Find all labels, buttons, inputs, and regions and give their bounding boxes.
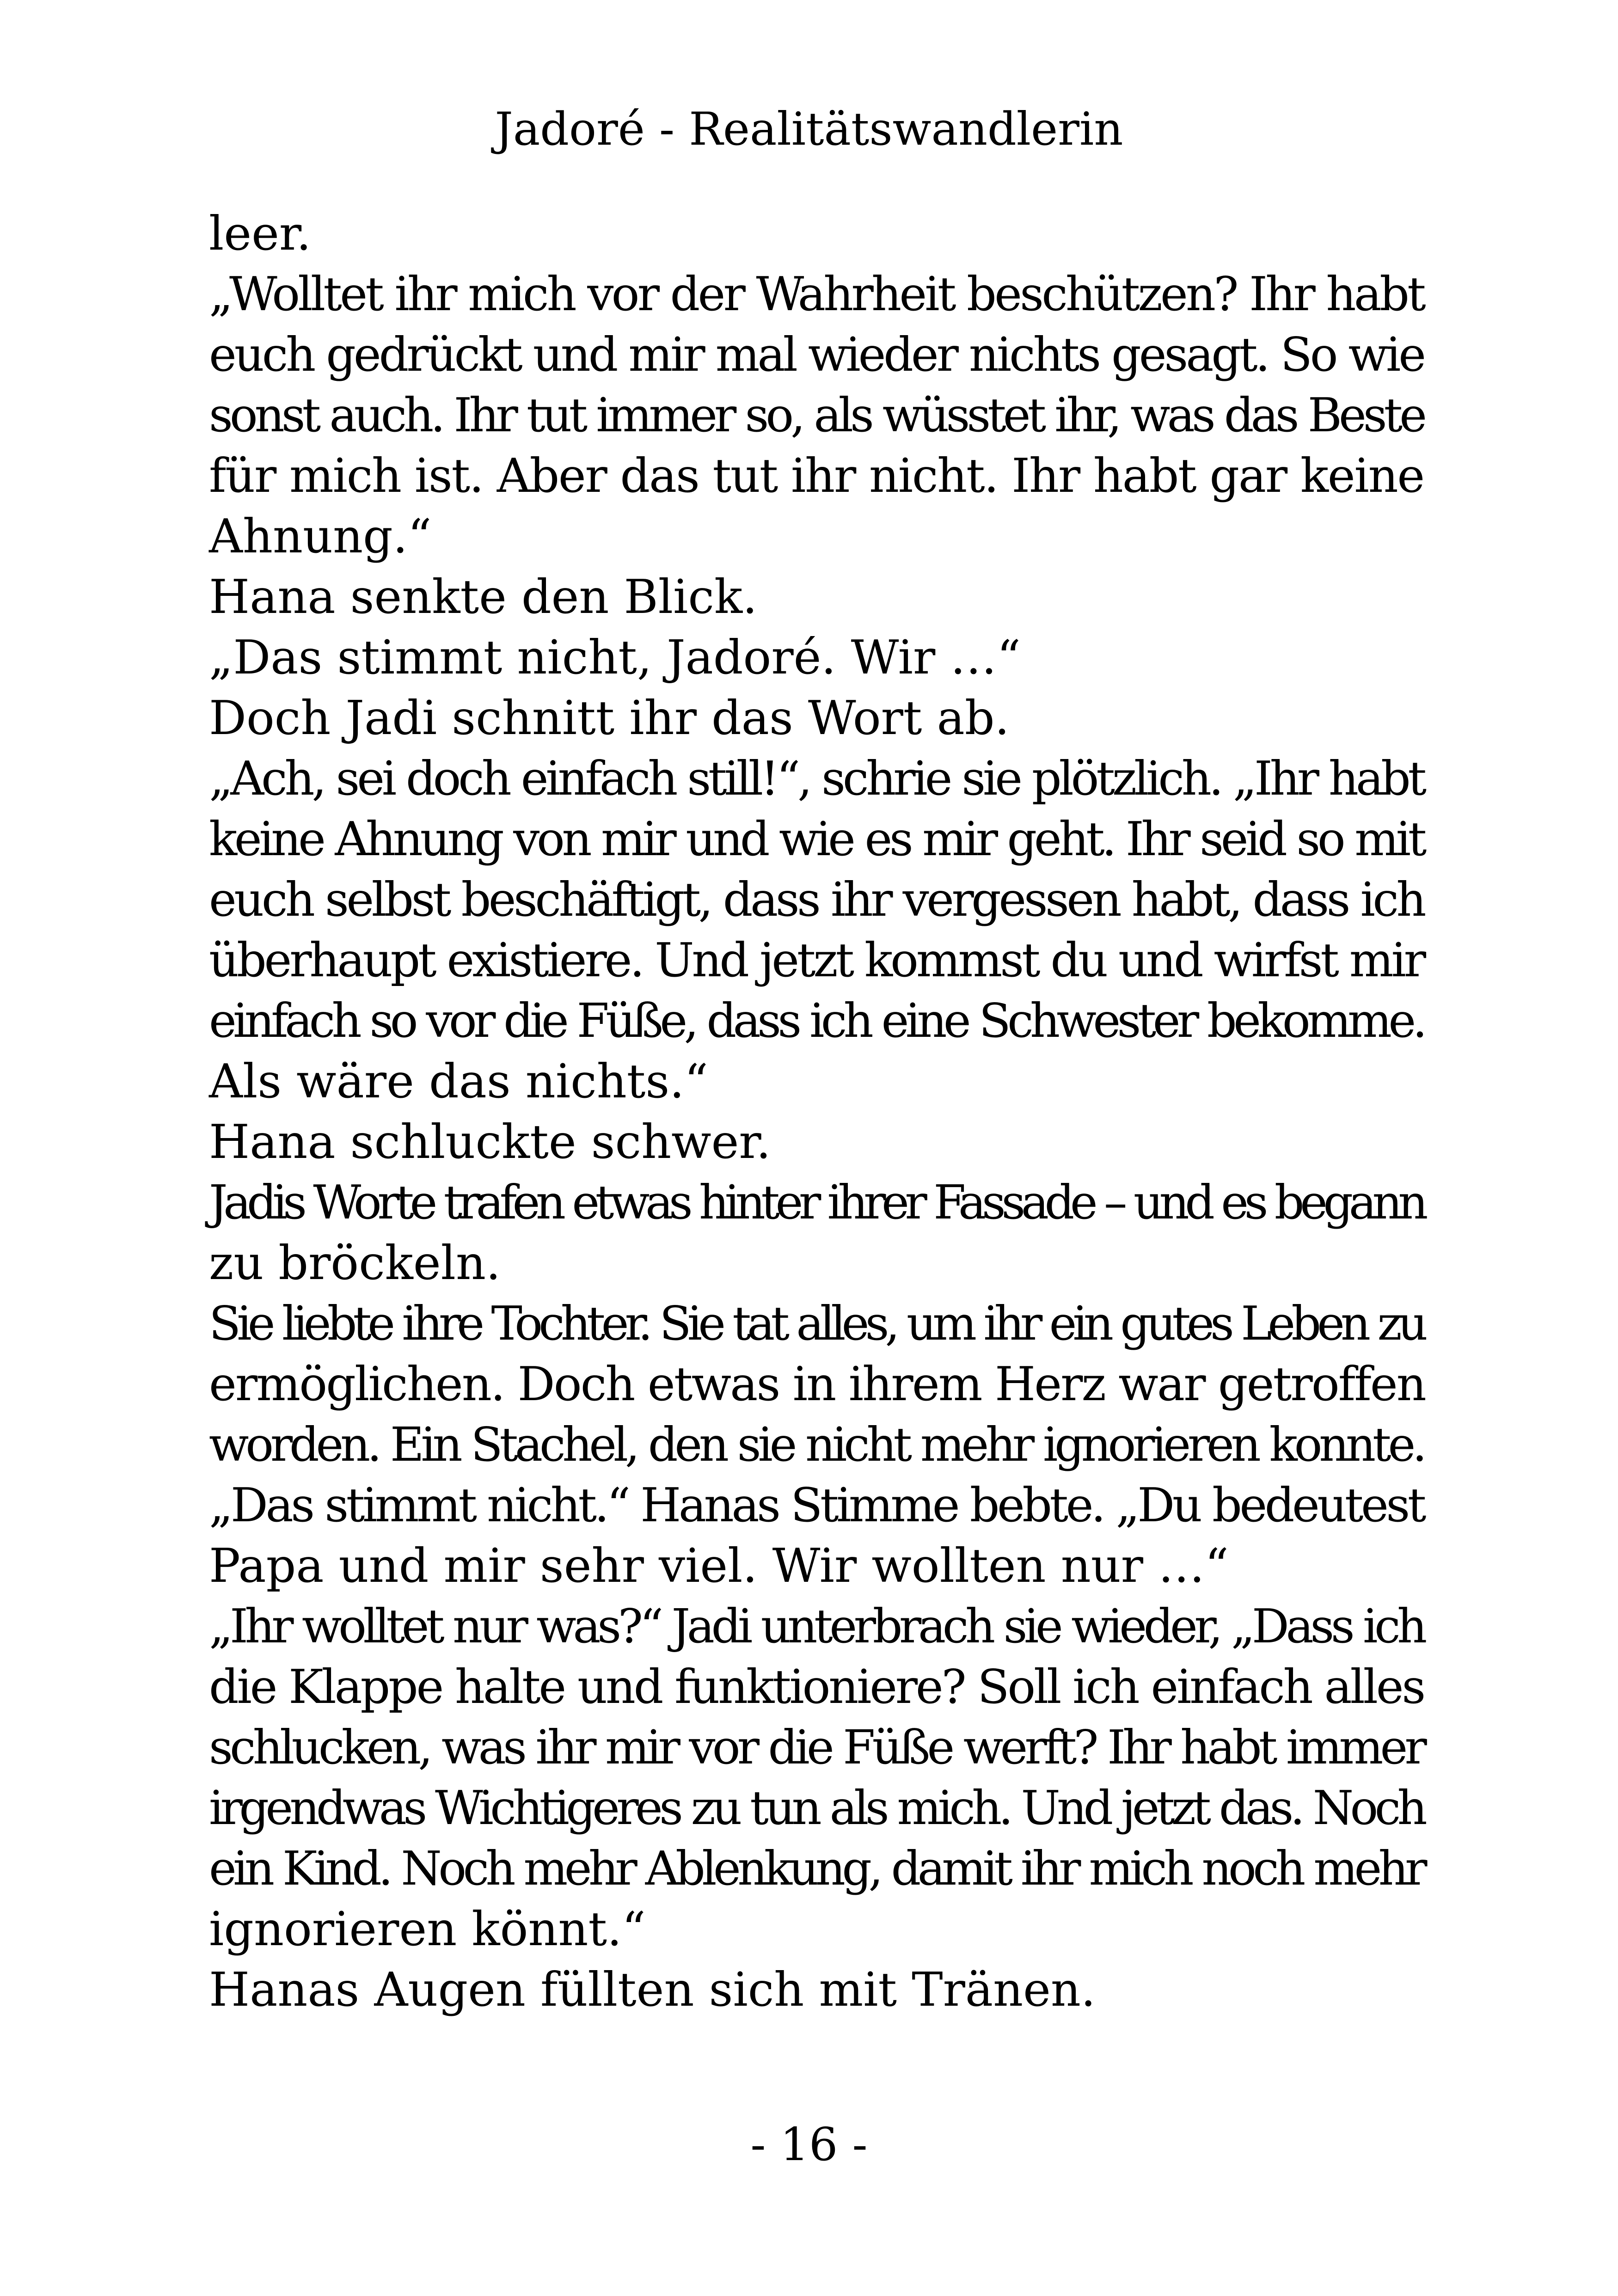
text-line: Als wäre das nichts.“ xyxy=(209,1054,708,1108)
running-head: Jadoré - Realitätswandlerin xyxy=(495,103,1123,156)
text-line: „Ihr wolltet nur was?“ Jadi unterbrach sie wieder, „Dass ich xyxy=(209,1599,1424,1653)
text-line: Hanas Augen füllten sich mit Tränen. xyxy=(209,1962,1096,2017)
body-text xyxy=(209,203,1424,2020)
page-number: - 16 - xyxy=(750,2118,868,2171)
text-line: Papa und mir sehr viel. Wir wollten nur …“ xyxy=(209,1538,1229,1593)
text-line: keine Ahnung von mir und wie es mir geht. Ihr seid so mit xyxy=(209,812,1424,866)
text-line: irgendwas Wichtigeres zu tun als mich. Und jetzt das. Noch xyxy=(209,1781,1424,1835)
text-line: euch selbst beschäftigt, dass ihr vergessen habt, dass ich xyxy=(209,872,1424,927)
text-line: Hana schluckte schwer. xyxy=(209,1114,771,1169)
text-line: überhaupt existiere. Und jetzt kommst du und wirfst mir xyxy=(209,933,1424,987)
text-line: Jadis Worte trafen etwas hinter ihrer Fassade – und es begann xyxy=(209,1175,1424,1230)
text-line: ein Kind. Noch mehr Ablenkung, damit ihr mich noch mehr xyxy=(209,1841,1424,1896)
text-line: Sie liebte ihre Tochter. Sie tat alles, um ihr ein gutes Leben zu xyxy=(209,1296,1424,1351)
text-line: ermöglichen. Doch etwas in ihrem Herz war getroffen xyxy=(209,1357,1426,1411)
text-line: „Ach, sei doch einfach still!“, schrie sie plötzlich. „Ihr habt xyxy=(209,751,1424,806)
text-line: die Klappe halte und funktioniere? Soll ich einfach alles xyxy=(209,1659,1424,1714)
text-line: Ahnung.“ xyxy=(209,509,432,563)
text-line: zu bröckeln. xyxy=(209,1236,501,1290)
text-line: für mich ist. Aber das tut ihr nicht. Ihr habt gar keine xyxy=(209,448,1424,503)
text-line: „Wolltet ihr mich vor der Wahrheit beschützen? Ihr habt xyxy=(209,267,1424,321)
text-line: ignorieren könnt.“ xyxy=(209,1902,646,1956)
text-line: leer. xyxy=(209,206,312,261)
text-line: euch gedrückt und mir mal wieder nichts gesagt. So wie xyxy=(209,327,1424,382)
text-line: „Das stimmt nicht, Jadoré. Wir …“ xyxy=(209,630,1021,685)
text-line: „Das stimmt nicht.“ Hanas Stimme bebte. „Du bedeutest xyxy=(209,1478,1424,1532)
text-line: worden. Ein Stachel, den sie nicht mehr ignorieren konnte. xyxy=(209,1417,1424,1472)
text-line: Doch Jadi schnitt ihr das Wort ab. xyxy=(209,691,1010,745)
text-line: einfach so vor die Füße, dass ich eine Schwester bekomme. xyxy=(209,993,1424,1048)
text-line: Hana senkte den Blick. xyxy=(209,569,758,624)
text-line: schlucken, was ihr mir vor die Füße werft? Ihr habt immer xyxy=(209,1720,1424,1775)
text-line: sonst auch. Ihr tut immer so, als wüsstet ihr, was das Beste xyxy=(209,388,1424,442)
